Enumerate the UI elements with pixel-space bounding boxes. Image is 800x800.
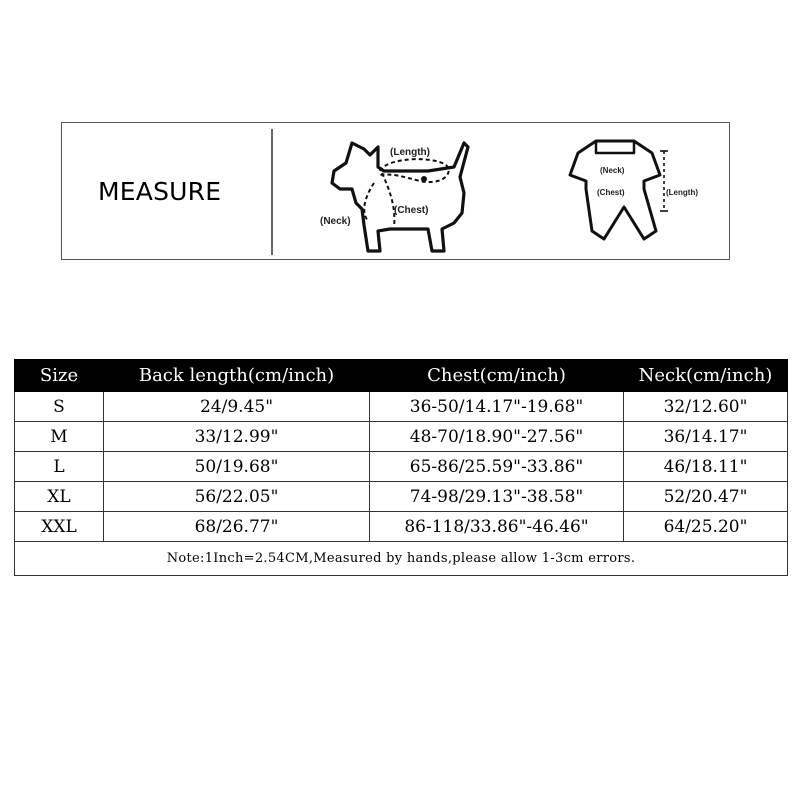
cell-neck: 36/14.17" [624,422,788,452]
cell-chest: 86-118/33.86"-46.46" [370,512,624,542]
table-row [15,452,788,482]
table-row [15,512,788,542]
measure-divider [271,129,273,255]
cell-neck: 52/20.47" [624,482,788,512]
note-row [15,542,788,576]
garment-measure-illustration [552,135,702,247]
size-chart-table [14,359,788,576]
cell-neck: 46/18.11" [624,452,788,482]
header-size: Size [15,360,104,392]
cell-back-length: 24/9.45" [104,392,370,422]
dog-measure-illustration [320,131,480,255]
garment-chest-label: (Chest) [597,188,625,197]
cell-size: XXL [15,512,104,542]
cell-chest: 65-86/25.59"-33.86" [370,452,624,482]
cell-size: XL [15,482,104,512]
garment-neck-label: (Neck) [600,166,625,175]
table-header-row [15,360,788,392]
cell-neck: 32/12.60" [624,392,788,422]
header-neck: Neck(cm/inch) [624,360,788,392]
cell-back-length: 50/19.68" [104,452,370,482]
cell-neck: 64/25.20" [624,512,788,542]
measure-title: MEASURE [98,177,222,206]
cell-size: M [15,422,104,452]
dog-chest-label: (Chest) [394,205,429,216]
dog-neck-label: (Neck) [320,216,351,227]
cell-size: S [15,392,104,422]
cell-back-length: 68/26.77" [104,512,370,542]
cell-chest: 36-50/14.17"-19.68" [370,392,624,422]
header-back-length: Back length(cm/inch) [104,360,370,392]
cell-back-length: 33/12.99" [104,422,370,452]
table-row [15,482,788,512]
cell-chest: 48-70/18.90"-27.56" [370,422,624,452]
cell-chest: 74-98/29.13"-38.58" [370,482,624,512]
dog-length-label: (Length) [390,147,430,158]
cell-size: L [15,452,104,482]
cell-back-length: 56/22.05" [104,482,370,512]
note-text: Note:1Inch=2.54CM,Measured by hands,please allow 1-3cm errors. [15,542,788,576]
header-chest: Chest(cm/inch) [370,360,624,392]
table-row [15,392,788,422]
garment-length-label: (Length) [666,188,698,197]
measure-panel [61,122,730,260]
table-row [15,422,788,452]
